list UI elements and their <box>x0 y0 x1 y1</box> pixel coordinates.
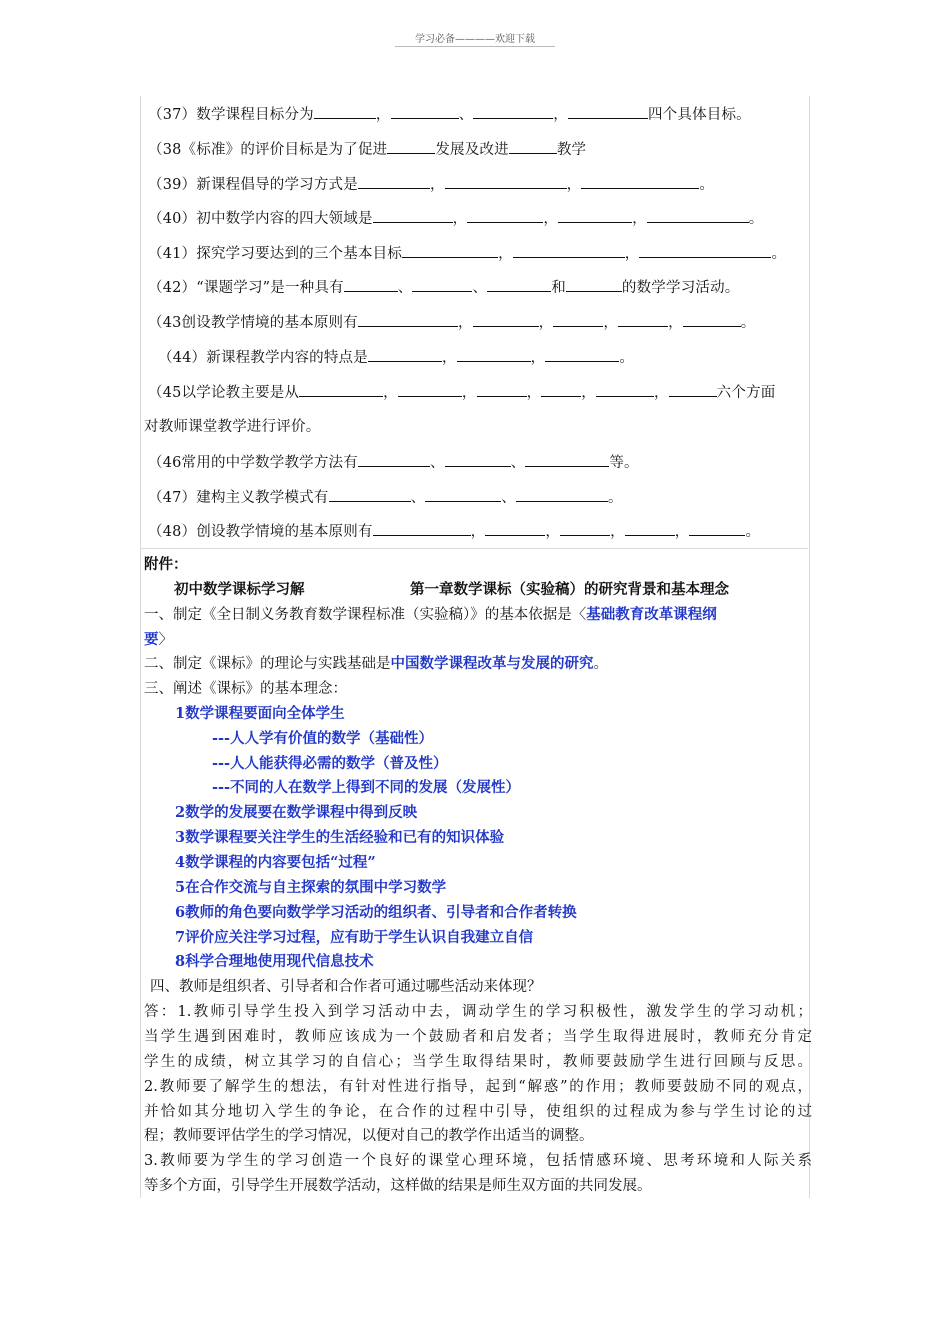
blank <box>398 384 462 397</box>
answer-line: 并恰如其分地切入学生的争论，在合作的过程中引导，使组织的过程成为参与学生讨论的过 <box>144 1104 812 1120</box>
blank <box>618 314 668 327</box>
blank <box>425 489 501 502</box>
blank <box>299 384 383 397</box>
question-45-cont: 对教师课堂教学进行评价。 <box>144 419 321 435</box>
idea-1a: ---人人学有价值的数学（基础性） <box>212 730 434 747</box>
blank <box>558 210 632 223</box>
page-header: 学习必备————欢迎下载 <box>415 34 535 45</box>
idea-1b: ---人人能获得必需的数学（普及性） <box>212 755 448 772</box>
blank <box>509 141 557 154</box>
blank <box>329 489 411 502</box>
answer-line: 程；教师要评估学生的学习情况，以便对自己的教学作出适当的调整。 <box>144 1128 594 1144</box>
header-rule <box>395 46 555 47</box>
answer-line: 答：1.教师引导学生投入到学习活动中去，调动学生的学习积极性，激发学生的学习动机； <box>144 1004 812 1020</box>
question-38: （38《标准》的评价目标是为了促进 发展及改进 教学 <box>148 142 587 158</box>
blank <box>402 245 498 258</box>
blank <box>391 106 459 119</box>
blank <box>344 279 398 292</box>
question-41: （41）探究学习要达到的三个基本目标 ， ， 。 <box>148 246 787 262</box>
question-45: （45以学论教主要是从 ， ， ， ， ， 六个方面 <box>148 385 776 401</box>
question-42: （42）“课题学习”是一种具有 、 、 和 的数学学习活动。 <box>148 280 740 296</box>
idea-4: 4数学课程的内容要包括“过程” <box>175 854 376 871</box>
question-39: （39）新课程倡导的学习方式是 ， ， 。 <box>148 177 715 193</box>
blank <box>516 489 608 502</box>
blank <box>560 523 610 536</box>
blank <box>368 349 442 362</box>
item-1: 一、制定《全日制义务教育数学课程标准（实验稿）》的基本依据是〈基础教育改革课程纲 <box>144 606 717 623</box>
question-48: （48）创设教学情境的基本原则有 ， ， ， ， 。 <box>148 524 761 540</box>
item-1-cont: 要〉 <box>144 631 173 648</box>
blank <box>358 176 430 189</box>
item-3: 三、阐述《课标》的基本理念： <box>144 681 347 697</box>
question-46: （46常用的中学数学教学方法有 、 、 等。 <box>148 455 639 471</box>
answer-line: 等多个方面，引导学生开展数学活动，这样做的结果是师生双方面的共同发展。 <box>144 1178 652 1194</box>
item-2: 二、制定《课标》的理论与实践基础是中国数学课程改革与发展的研究。 <box>144 655 608 672</box>
blank <box>358 454 430 467</box>
idea-1: 1数学课程要面向全体学生 <box>175 705 345 722</box>
idea-8: 8科学合理地使用现代信息技术 <box>175 953 374 970</box>
appendix-label: 附件： <box>144 556 188 573</box>
blank <box>477 384 527 397</box>
blank <box>553 314 603 327</box>
answer-line: 当学生遇到困难时，教师应该成为一个鼓励者和启发者；当学生取得进展时，教师充分肯定 <box>144 1029 812 1045</box>
question-44: （44）新课程教学内容的特点是 ， ， 。 <box>158 350 635 366</box>
blank <box>373 210 453 223</box>
idea-3: 3数学课程要关注学生的生活经验和已有的知识体验 <box>175 829 505 846</box>
question-43: （43创设教学情境的基本原则有 ， ， ， ， 。 <box>148 315 756 331</box>
blank <box>639 245 771 258</box>
blank <box>625 523 675 536</box>
idea-7: 7评价应关注学习过程，应有助于学生认识自我建立自信 <box>175 929 534 946</box>
blank <box>473 314 539 327</box>
blank <box>445 454 511 467</box>
blank <box>373 523 471 536</box>
blank <box>487 279 551 292</box>
blank <box>568 106 648 119</box>
appendix-title-left: 初中数学课标学习解 <box>174 581 305 598</box>
blank <box>513 245 625 258</box>
item-4: 四、教师是组织者、引导者和合作者可通过哪些活动来体现？ <box>150 979 542 995</box>
blank <box>581 176 699 189</box>
question-47: （47）建构主义教学模式有 、 、 。 <box>148 490 623 506</box>
idea-5: 5在合作交流与自主探索的氛围中学习数学 <box>175 879 447 896</box>
blank <box>596 384 654 397</box>
appendix-title-right: 第一章数学课标（实验稿）的研究背景和基本理念 <box>410 581 729 598</box>
blank <box>412 279 472 292</box>
blank <box>647 210 749 223</box>
blank <box>545 349 619 362</box>
blank <box>541 384 581 397</box>
blank <box>314 106 376 119</box>
section-divider <box>140 548 808 549</box>
blank <box>683 314 741 327</box>
answer-line: 3.教师要为学生的学习创造一个良好的课堂心理环境，包括情感环境、思考环境和人际关系 <box>144 1153 812 1169</box>
blank <box>473 106 553 119</box>
idea-2: 2数学的发展要在数学课程中得到反映 <box>175 804 418 821</box>
idea-1c: ---不同的人在数学上得到不同的发展（发展性） <box>212 779 521 796</box>
answer-line: 学生的成绩，树立其学习的自信心；当学生取得结果时，教师要鼓励学生进行回顾与反思。 <box>144 1054 812 1070</box>
blank <box>387 141 435 154</box>
blank <box>525 454 609 467</box>
idea-6: 6教师的角色要向数学学习活动的组织者、引导者和合作者转换 <box>175 904 577 921</box>
blank <box>689 523 745 536</box>
answer-line: 2.教师要了解学生的想法，有针对性进行指导，起到“解惑”的作用；教师要鼓励不同的观点， <box>144 1079 812 1095</box>
blank <box>358 314 458 327</box>
blank <box>566 279 622 292</box>
question-40: （40）初中数学内容的四大领域是 ， ， ， 。 <box>148 211 764 227</box>
blank <box>467 210 543 223</box>
blank <box>669 384 717 397</box>
blank <box>445 176 567 189</box>
blank <box>457 349 531 362</box>
question-37: （37）数学课程目标分为 ， 、 ， 四个具体目标。 <box>148 107 751 123</box>
blank <box>485 523 545 536</box>
